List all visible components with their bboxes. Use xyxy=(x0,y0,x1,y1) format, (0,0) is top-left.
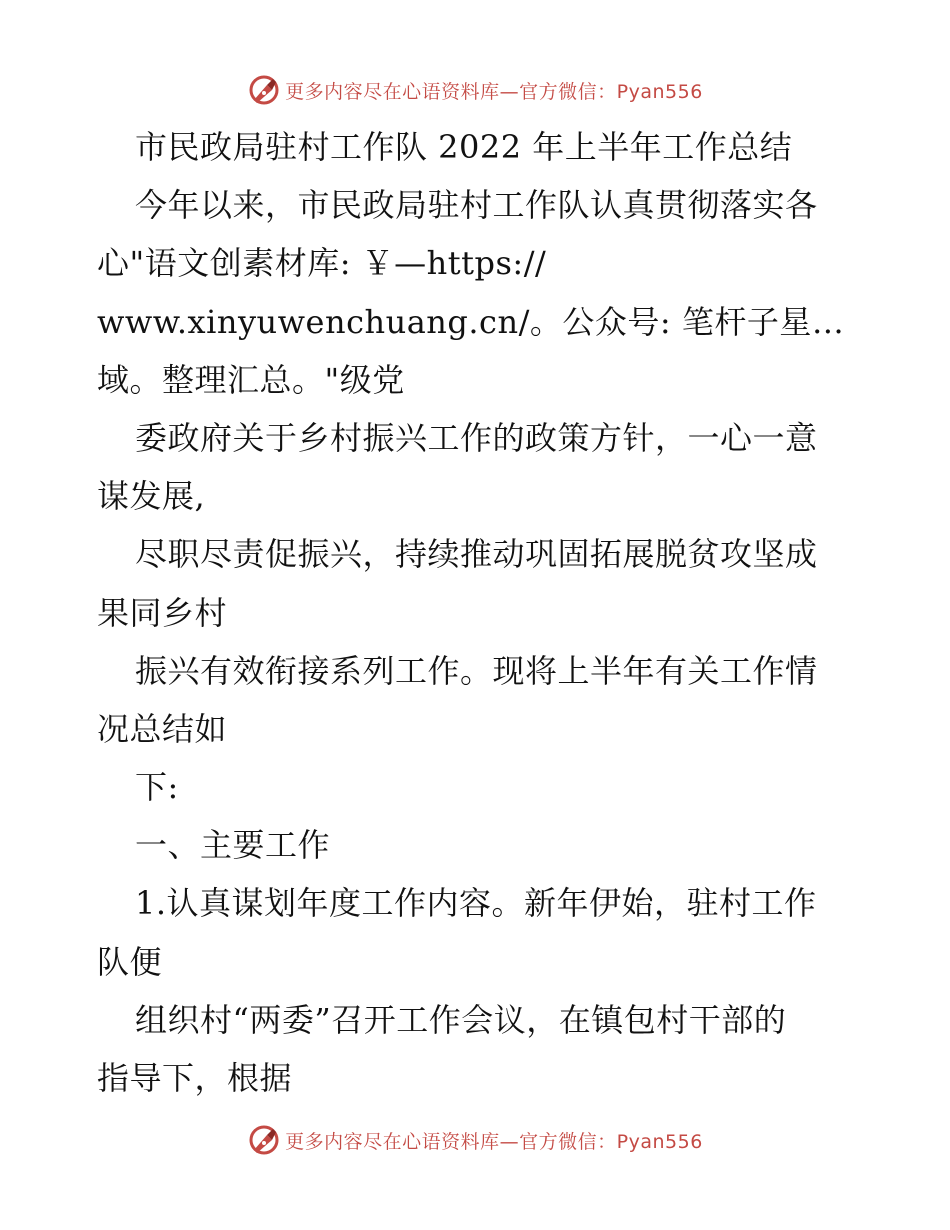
watermark-banner-bottom xyxy=(0,1120,950,1160)
document-title: 市民政局驻村工作队 2022 年上半年工作总结 xyxy=(135,128,793,166)
paragraph-line: 谋发展, xyxy=(97,477,206,516)
paragraph-line: 下: xyxy=(135,768,179,807)
paragraph-line: 委政府关于乡村振兴工作的政策方针，一心一意 xyxy=(135,418,818,457)
watermark-banner-top xyxy=(0,70,950,110)
paragraph-line: 今年以来，市民政局驻村工作队认真贯彻落实各 xyxy=(135,186,818,225)
pen-nib-logo-icon xyxy=(247,1123,281,1157)
paragraph-line: 域。整理汇总。"级党 xyxy=(97,360,405,399)
paragraph-line: 尽职尽责促振兴，持续推动巩固拓展脱贫攻坚成 xyxy=(135,535,818,574)
paragraph-line: 队便 xyxy=(97,942,163,981)
paragraph-line: 况总结如 xyxy=(97,709,228,748)
watermark-text: 更多内容尽在心语资料库—官方微信：Pyan556 xyxy=(285,80,703,103)
paragraph-line: 组织村“两委”召开工作会议，在镇包村干部的 xyxy=(135,1000,787,1039)
document-body xyxy=(97,118,857,1107)
paragraph-line: 果同乡村 xyxy=(97,593,228,632)
paragraph-line: 指导下，根据 xyxy=(97,1059,293,1097)
paragraph-line: 心"语文创素材库: ￥—https:// xyxy=(97,244,547,283)
watermark-text: 更多内容尽在心语资料库—官方微信：Pyan556 xyxy=(285,1130,703,1153)
pen-nib-logo-icon xyxy=(247,73,281,107)
paragraph-line: www.xinyuwenchuang.cn/。公众号: 笔杆子星… xyxy=(97,302,845,341)
paragraph-line: 1.认真谋划年度工作内容。新年伊始，驻村工作 xyxy=(135,884,817,923)
paragraph-line: 振兴有效衔接系列工作。现将上半年有关工作情 xyxy=(135,651,818,690)
section-heading: 一、主要工作 xyxy=(135,826,331,865)
